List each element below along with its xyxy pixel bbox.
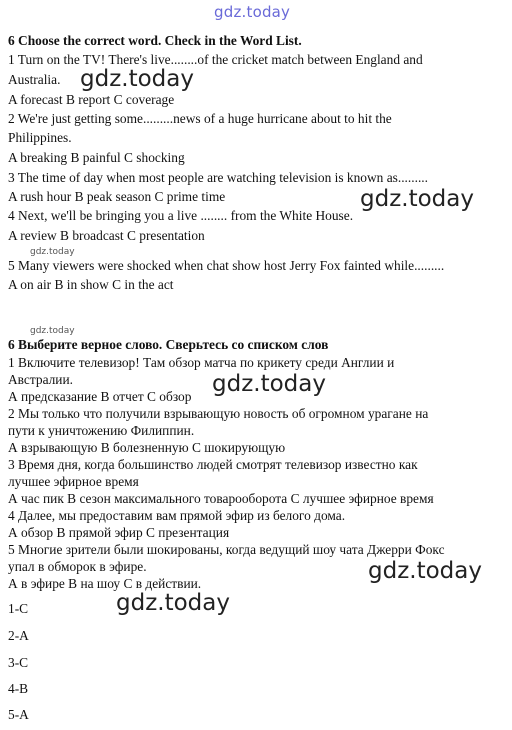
en-q1-line2: Australia. bbox=[8, 72, 61, 87]
ru-q3-line2: лучшее эфирное время bbox=[8, 474, 139, 489]
watermark-3: gdz.today bbox=[212, 371, 326, 397]
en-q1-options: A forecast B report C coverage bbox=[8, 92, 175, 107]
en-q2-line1: 2 We're just getting some.........news of a huge hurricane about to hit the bbox=[8, 111, 392, 126]
en-q3-line1: 3 The time of day when most people are watching television is known as......... bbox=[8, 170, 428, 185]
answer-1: 1-C bbox=[8, 601, 29, 616]
ru-q4-options: А обзор В прямой эфир С презентация bbox=[8, 525, 230, 540]
answer-2: 2-A bbox=[8, 628, 29, 643]
ru-q5-line2: упал в обморок в эфире. bbox=[8, 559, 147, 574]
en-q1-line1: 1 Turn on the TV! There's live........of the cricket match between England and bbox=[8, 52, 423, 67]
ru-q1-options: А предсказание В отчет С обзор bbox=[8, 389, 192, 404]
ru-q2-options: А взрывающую В болезненную С шокирующую bbox=[8, 440, 286, 455]
watermark-small-1: gdz.today bbox=[30, 247, 75, 257]
en-q2-options: A breaking B painful C shocking bbox=[8, 150, 185, 165]
ru-q5-line1: 5 Многие зрители были шокированы, когда ведущий шоу чата Джерри Фокс bbox=[8, 542, 445, 557]
en-q4-line1: 4 Next, we'll be bringing you a live ........ from the White House. bbox=[8, 208, 354, 223]
answer-3: 3-C bbox=[8, 655, 29, 670]
en-q2-line2: Philippines. bbox=[8, 130, 72, 145]
watermark-4: gdz.today bbox=[368, 558, 482, 584]
watermark-top: gdz.today bbox=[214, 3, 291, 21]
answer-5: 5-A bbox=[8, 707, 29, 722]
en-q5-options: A on air B in show C in the act bbox=[8, 277, 174, 292]
ru-q2-line2: пути к уничтожению Филиппин. bbox=[8, 423, 195, 438]
russian-heading: 6 Выберите верное слово. Сверьтесь со списком слов bbox=[8, 337, 329, 352]
en-q3-options: A rush hour B peak season C prime time bbox=[8, 189, 226, 204]
ru-q3-line1: 3 Время дня, когда большинство людей смотрят телевизор известно как bbox=[8, 457, 418, 472]
ru-q1-line2: Австралии. bbox=[8, 372, 73, 387]
watermark-1: gdz.today bbox=[80, 66, 194, 92]
ru-q3-options: А час пик В сезон максимального товарооборота С лучшее эфирное время bbox=[8, 491, 434, 506]
watermark-5: gdz.today bbox=[116, 590, 230, 616]
ru-q5-options: А в эфире В на шоу С в действии. bbox=[8, 576, 202, 591]
ru-q2-line1: 2 Мы только что получили взрывающую новость об огромном урагане на bbox=[8, 406, 429, 421]
ru-q1-line1: 1 Включите телевизор! Там обзор матча по крикету среди Англии и bbox=[8, 355, 395, 370]
en-q5-line1: 5 Many viewers were shocked when chat show host Jerry Fox fainted while......... bbox=[8, 258, 445, 273]
en-q4-options: A review B broadcast C presentation bbox=[8, 228, 205, 243]
ru-q4-line1: 4 Далее, мы предоставим вам прямой эфир из белого дома. bbox=[8, 508, 346, 523]
watermark-2: gdz.today bbox=[360, 186, 474, 212]
english-heading: 6 Choose the correct word. Check in the Word List. bbox=[8, 33, 302, 48]
watermark-small-2: gdz.today bbox=[30, 326, 75, 336]
answer-4: 4-B bbox=[8, 681, 29, 696]
